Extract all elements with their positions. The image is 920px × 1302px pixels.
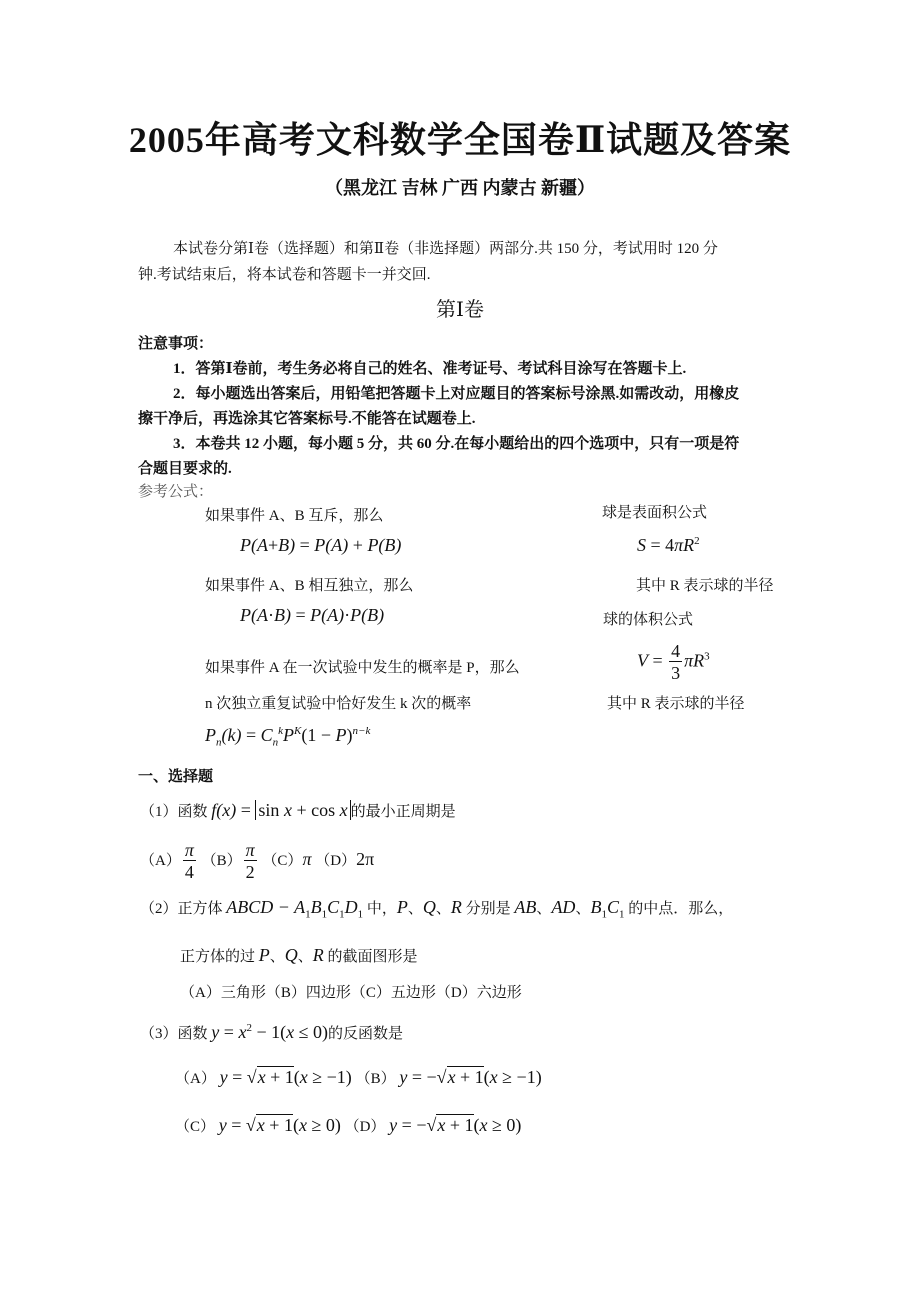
question-number: （1） (140, 804, 178, 820)
question-1-options: （A） $\frac{\pi}{4}$ （B） $\frac{\pi}{2}$ （C）π （D）2π (140, 840, 375, 882)
note-item-2: 2．每小题选出答案后，用铅笔把答题卡上对应题目的答案标号涂黑.如需改动，用橡皮 (173, 386, 740, 402)
option-a-value: $\frac{\pi}{4}$ (184, 840, 194, 882)
mutex-text: 如果事件 A、B 互斥，那么 (205, 508, 384, 524)
question-1: （1）函数 f(x) = sin x + cos x 的最小正周期是 (140, 800, 456, 820)
volume-heading: 第Ⅰ卷 (436, 299, 484, 321)
section-heading: 一、选择题 (138, 769, 214, 785)
formulas-heading: 参考公式： (138, 484, 214, 500)
radius-note-2: 其中 R 表示球的半径 (607, 696, 745, 712)
intro-line-2: 钟.考试结束后，将本试卷和答题卡一并交回. (138, 267, 431, 283)
volume-text: 球的体积公式 (603, 612, 694, 628)
note-item-2-cont: 擦干净后，再选涂其它答案标号.不能答在试题卷上. (138, 411, 476, 427)
question-2-line2: 正方体的过 P、Q、R 的截面图形是 (180, 945, 418, 965)
note-item-3-cont: 合题目要求的. (138, 461, 232, 477)
intro-line-1: 本试卷分第Ⅰ卷（选择题）和第Ⅱ卷（非选择题）两部分.共 150 分，考试用时 120 分 (173, 241, 718, 257)
note-item-1: 1．答第Ⅰ卷前，考生务必将自己的姓名、准考证号、考试科目涂写在答题卡上. (173, 361, 687, 377)
surface-formula: $S = 4\pi R^2$ (637, 535, 700, 555)
question-3-options-ab: （A） y = √x + 1(x ≥ −1) （B） y = −√x + 1(x ≥ −1) (175, 1067, 542, 1087)
binom-text: n 次独立重复试验中恰好发生 k 次的概率 (205, 696, 472, 712)
volume-formula: V = $\frac{4}{3}$ $\pi R^3$ (637, 641, 710, 683)
question-3-options-cd: （C） y = √x + 1(x ≥ 0) （D） y = −√x + 1(x ≥ 0) (175, 1115, 522, 1135)
binom-formula: $P_n(k) = C_n^kP^K(1 - P)^{n-k}$ (205, 725, 371, 749)
page-title: 2005年高考文科数学全国卷Ⅱ试题及答案 (128, 120, 792, 160)
notes-heading: 注意事项： (138, 336, 214, 352)
question-2: （2）正方体 ABCD − $A_1B_1C_1D_1$ 中，P、Q、R 分别是 AB、AD、$B_1C_1$ 的中点．那么， (140, 897, 734, 921)
indep-text: 如果事件 A、B 相互独立，那么 (205, 578, 414, 594)
prob-text: 如果事件 A 在一次试验中发生的概率是 P，那么 (205, 660, 520, 676)
question-2-options: （A）三角形（B）四边形（C）五边形（D）六边形 (180, 985, 522, 1001)
mutex-formula: P(A+B) = P(A) + P(B) (240, 535, 402, 555)
question-1-formula: f(x) = sin x + cos x (211, 800, 350, 820)
option-b-value: $\frac{\pi}{2}$ (245, 840, 255, 882)
radius-note-1: 其中 R 表示球的半径 (636, 578, 774, 594)
note-item-3: 3．本卷共 12 小题，每小题 5 分，共 60 分.在每小题给出的四个选项中，只有一项是符 (173, 436, 740, 452)
question-3: （3）函数 $y = x^2 - 1(x \le 0)$的反函数是 (140, 1022, 403, 1042)
indep-formula: P(A·B) = P(A)·P(B) (240, 605, 385, 625)
surface-text: 球是表面积公式 (602, 505, 708, 521)
page-subtitle: （黑龙江 吉林 广西 内蒙古 新疆） (325, 178, 595, 198)
